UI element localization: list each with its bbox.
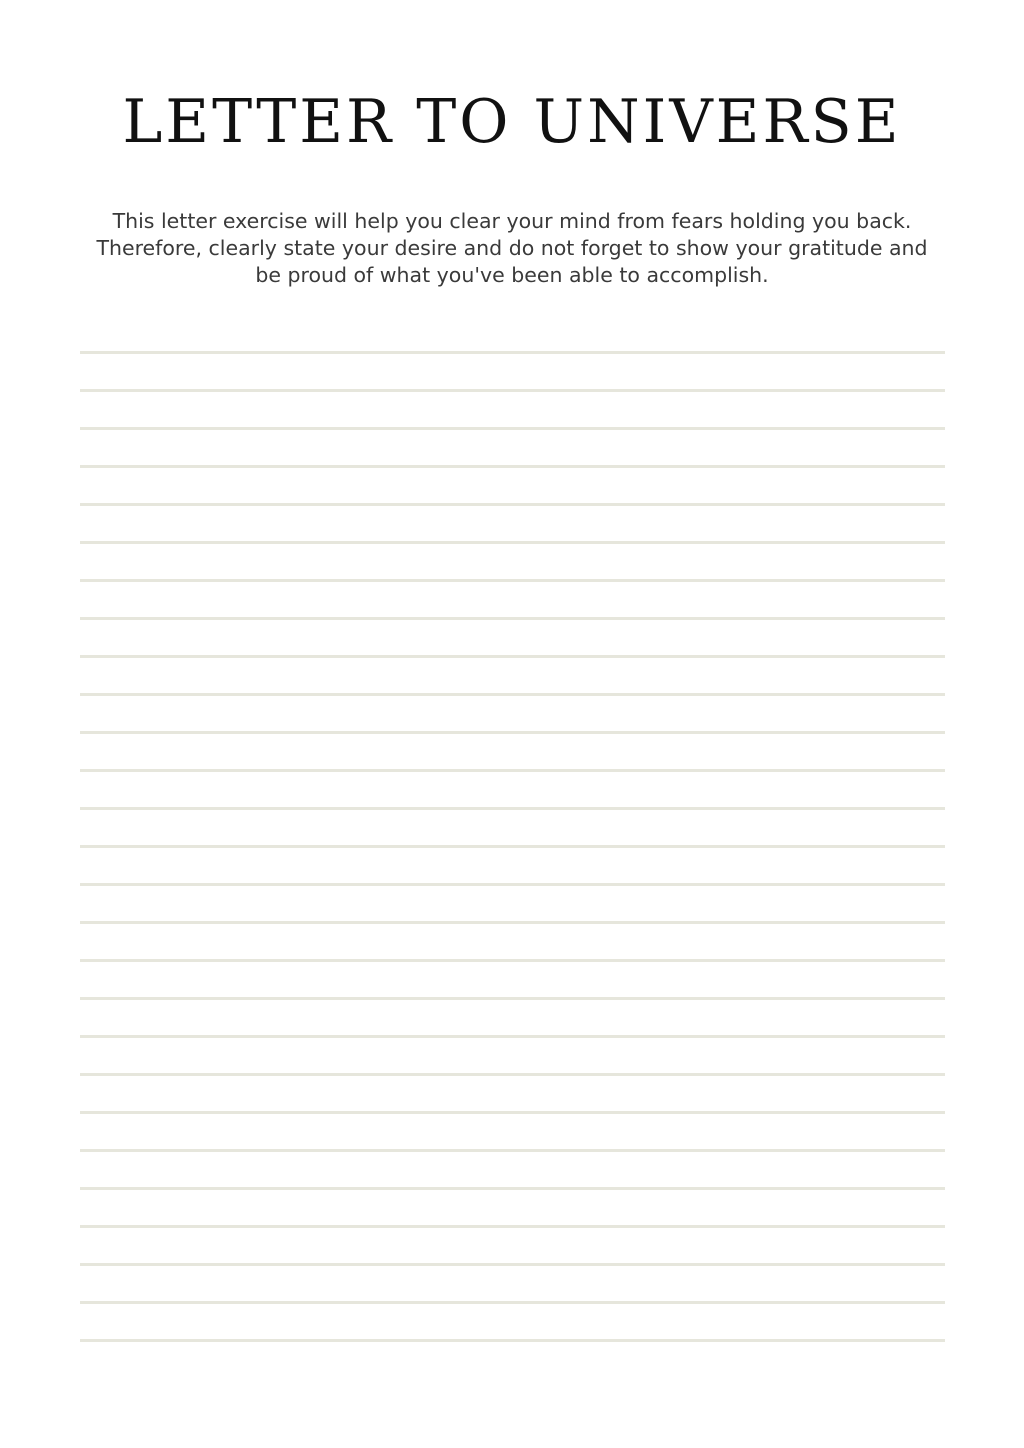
writing-line [80,997,945,1000]
writing-line [80,1225,945,1228]
writing-line [80,617,945,620]
writing-line [80,579,945,582]
writing-line [80,769,945,772]
intro-text [70,208,954,289]
writing-line [80,503,945,506]
intro-line: This letter exercise will help you clear your mind from fears holding you back. [112,209,912,233]
writing-line [80,1339,945,1342]
writing-line [80,427,945,430]
writing-line [80,1035,945,1038]
writing-line [80,959,945,962]
writing-line [80,541,945,544]
writing-line [80,845,945,848]
writing-line [80,1111,945,1114]
writing-line [80,1073,945,1076]
intro-line: be proud of what you've been able to accomplish. [255,263,769,287]
writing-line [80,465,945,468]
writing-line [80,1301,945,1304]
writing-line [80,807,945,810]
intro-line: Therefore, clearly state your desire and do not forget to show your gratitude and [96,236,928,260]
writing-line [80,389,945,392]
writing-line [80,693,945,696]
writing-line [80,1149,945,1152]
writing-line [80,1263,945,1266]
writing-line [80,883,945,886]
writing-line [80,351,945,354]
page-title: LETTER TO UNIVERSE [122,87,902,157]
writing-line [80,1187,945,1190]
writing-line [80,921,945,924]
writing-line [80,655,945,658]
writing-line [80,731,945,734]
